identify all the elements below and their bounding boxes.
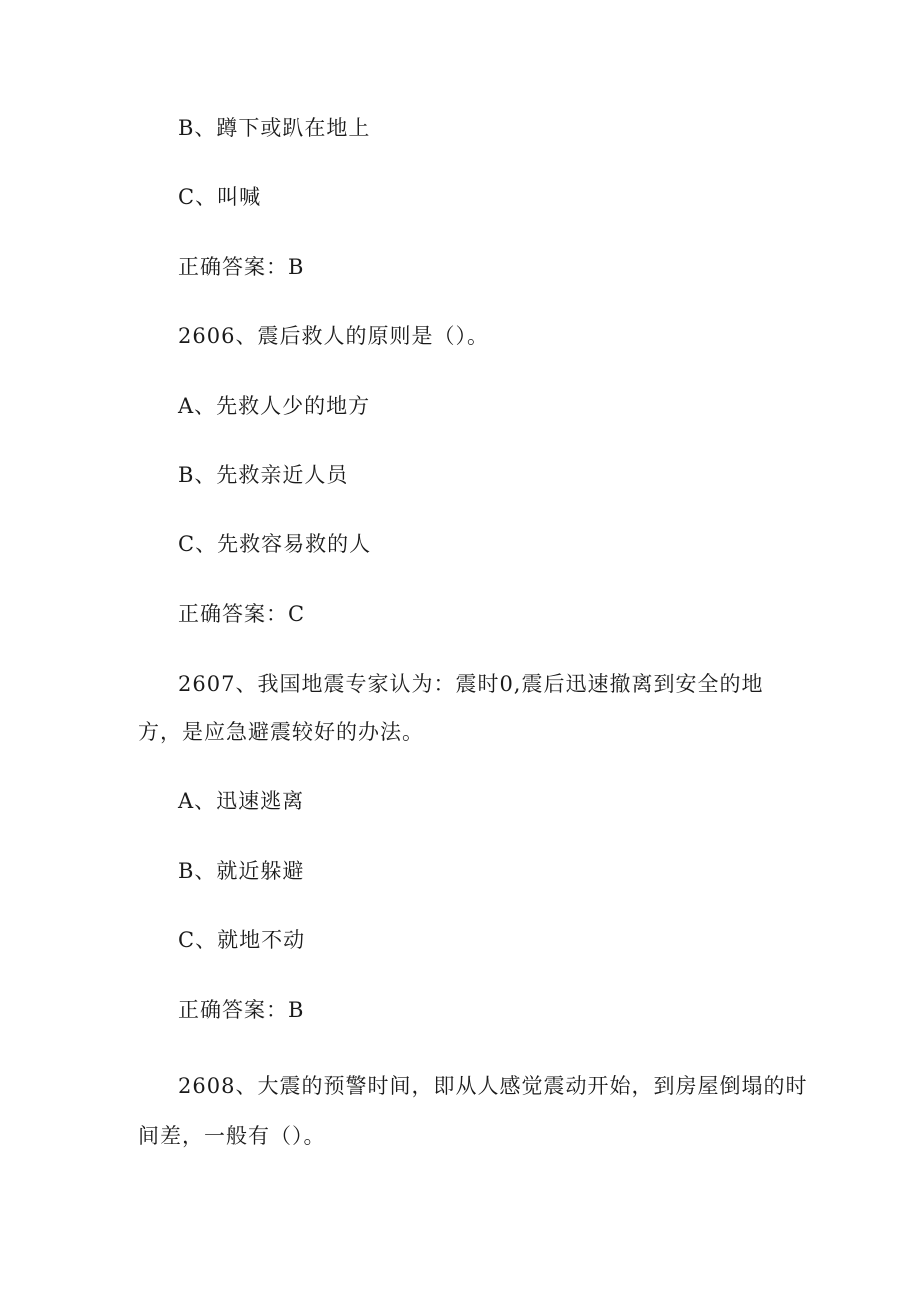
option-b-q2606: B、先救亲近人员 (178, 463, 349, 487)
option-a-q2607: A、迅速逃离 (178, 789, 305, 813)
answer-q2605: 正确答案：B (178, 255, 305, 279)
question-2608-line1: 2608、大震的预警时间，即从人感觉震动开始，到房屋倒塌的时 (178, 1074, 808, 1098)
option-c-q2606: C、先救容易救的人 (178, 532, 372, 556)
question-2608-line2: 间差，一般有（）。 (138, 1124, 326, 1148)
option-c-q2607: C、就地不动 (178, 928, 306, 952)
answer-q2607: 正确答案：B (178, 998, 305, 1022)
answer-q2606: 正确答案：C (178, 602, 306, 626)
option-a-q2606: A、先救人少的地方 (178, 394, 371, 418)
question-2606: 2606、震后救人的原则是（）。 (178, 324, 489, 348)
question-2607-line1: 2607、我国地震专家认为：震时0,震后迅速撤离到安全的地 (178, 672, 764, 696)
option-c-q2605: C、叫喊 (178, 185, 262, 209)
option-b-q2607: B、就近躲避 (178, 859, 305, 883)
question-2607-line2: 方，是应急避震较好的办法。 (138, 720, 424, 744)
option-b-q2605: B、蹲下或趴在地上 (178, 116, 371, 140)
